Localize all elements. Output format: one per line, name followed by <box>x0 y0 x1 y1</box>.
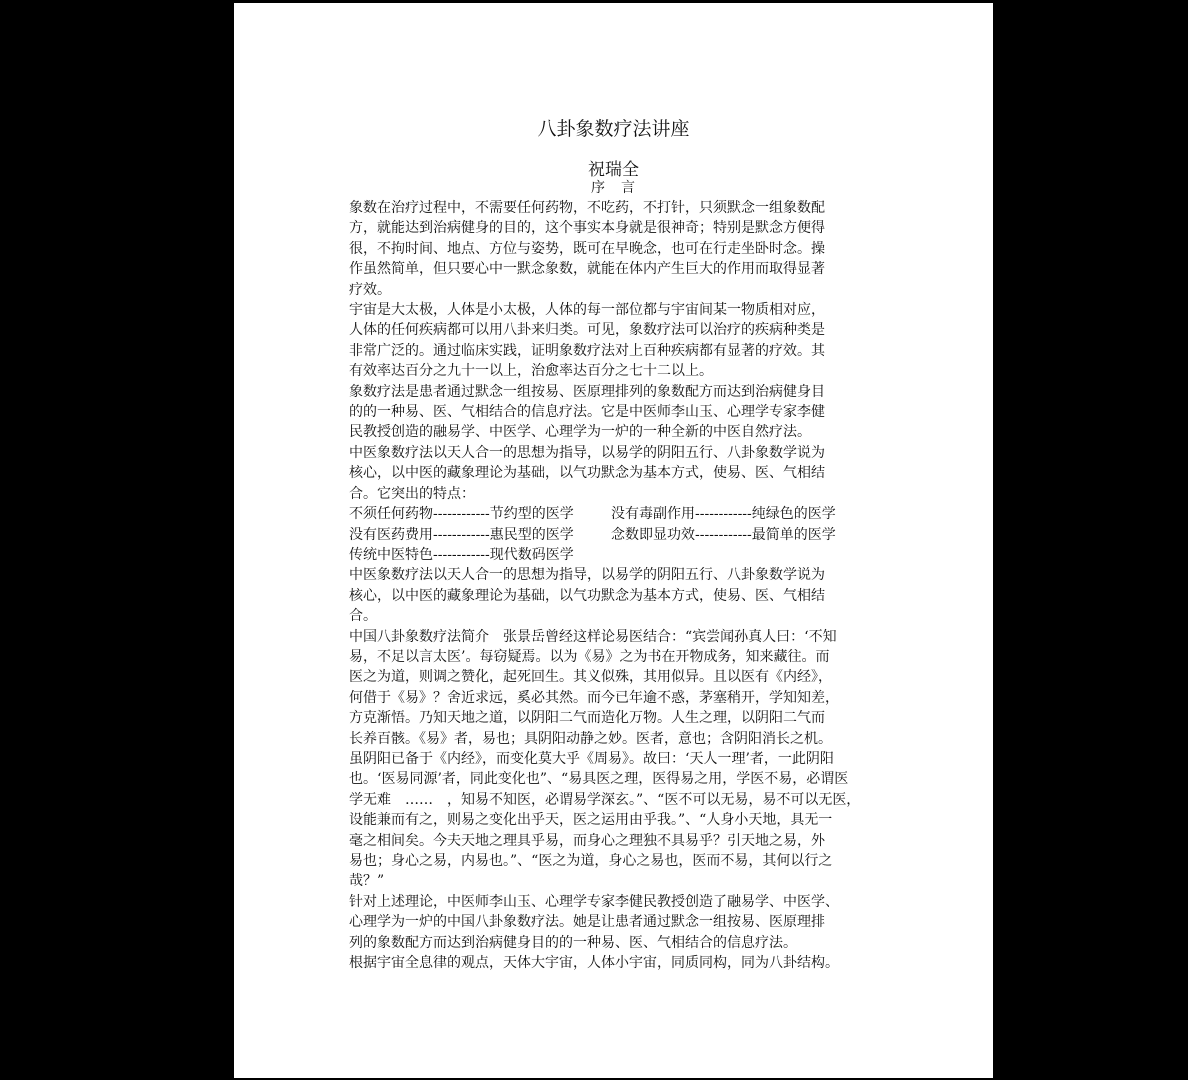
text-line: 长养百骸。《易》者，易也；具阴阳动静之妙。医者，意也；含阴阳消长之机。 <box>349 730 832 747</box>
text-line: 方，就能达到治病健身的目的，这个事实本身就是很神奇；特别是默念方便得 <box>349 220 825 237</box>
feature-row <box>349 504 879 524</box>
text-line: 毫之相间矣。今夫天地之理具乎易，而身心之理独不具易乎？引天地之易，外 <box>349 832 825 849</box>
text-line: 何借于《易》？舍近求远，奚必其然。而今已年逾不惑，茅塞稍开，学知知差， <box>349 689 839 706</box>
text-line: 合。 <box>349 608 377 625</box>
feature-item: 没有毒副作用------------纯绿色的医学 <box>611 506 836 523</box>
feature-item: 不须任何药物------------节约型的医学 <box>349 506 574 523</box>
feature-row <box>349 525 879 545</box>
text-line: 合。它突出的特点： <box>349 485 475 502</box>
paragraph <box>349 953 879 973</box>
text-line: 的的一种易、医、气相结合的信息疗法。它是中医师李山玉、心理学专家李健 <box>349 404 825 421</box>
text-line: 方克渐悟。乃知天地之道，以阴阳二气而造化万物。人生之理，以阴阳二气而 <box>349 710 825 727</box>
feature-item: 传统中医特色------------现代数码医学 <box>349 546 574 563</box>
text-line: 列的象数配方而达到治病健身目的的一种易、医、气相结合的信息疗法。 <box>349 934 797 951</box>
text-line: 宇宙是大太极，人体是小太极，人体的每一部位都与宇宙间某一物质相对应， <box>349 302 825 319</box>
text-line: 虽阴阳已备于《内经》，而变化莫大乎《周易》。故曰：‘天人一理’者，一此阴阳 <box>349 750 834 767</box>
text-line: 有效率达百分之九十一以上，治愈率达百分之七十二以上。 <box>349 363 713 380</box>
text-line: 易，不足以言太医’。每窃疑焉。以为《易》之为书在开物成务，知来藏往。而 <box>349 648 830 665</box>
text-line: 中医象数疗法以天人合一的思想为指导，以易学的阴阳五行、八卦象数学说为 <box>349 567 825 584</box>
text-line: 非常广泛的。通过临床实践，证明象数疗法对上百种疾病都有显著的疗效。其 <box>349 342 825 359</box>
section-heading: 序 言 <box>591 180 636 196</box>
text-line: 哉？” <box>349 873 385 890</box>
text-line: 疗效。 <box>349 281 391 298</box>
paragraph <box>349 892 879 953</box>
text-line: 医之为道，则调之赞化，起死回生。其义似殊，其用似异。且以医有《内经》， <box>349 669 832 686</box>
text-line: 民教授创造的融易学、中医学、心理学为一炉的一种全新的中医自然疗法。 <box>349 424 811 441</box>
body-part-2 <box>349 565 879 973</box>
text-line: 易也；身心之易，内易也。”、“医之为道，身心之易也，医而不易，其何以行之 <box>349 853 833 869</box>
text-line: 设能兼而有之，则易之变化出乎天，医之运用由乎我。”、“人身小天地，具无一 <box>349 812 833 829</box>
paragraph <box>349 565 879 626</box>
text-line: 人体的任何疾病都可以用八卦来归类。可见，象数疗法可以治疗的疾病种类是 <box>349 322 825 339</box>
body-text <box>349 198 879 973</box>
text-line: 象数疗法是患者通过默念一组按易、医原理排列的象数配方而达到治病健身目 <box>349 383 825 400</box>
text-line: 核心，以中医的藏象理论为基础，以气功默念为基本方式，使易、医、气相结 <box>349 587 825 604</box>
feature-item: 念数即显功效------------最简单的医学 <box>611 526 836 543</box>
text-line: 中医象数疗法以天人合一的思想为指导，以易学的阴阳五行、八卦象数学说为 <box>349 444 825 461</box>
text-line: 学无难 …… ，知易不知医，必谓易学深玄。”、“医不可以无易，易不可以无医， <box>349 791 861 808</box>
text-line: 核心，以中医的藏象理论为基础，以气功默念为基本方式，使易、医、气相结 <box>349 465 825 482</box>
document-page <box>234 3 993 1078</box>
paragraph <box>349 198 879 300</box>
text-line: 根据宇宙全息律的观点，天体大宇宙，人体小宇宙，同质同构，同为八卦结构。 <box>349 955 839 972</box>
author-name: 祝瑞全 <box>588 160 639 180</box>
text-line: 作虽然简单，但只要心中一默念象数，就能在体内产生巨大的作用而取得显著 <box>349 261 825 278</box>
paragraph <box>349 300 879 382</box>
document-title: 八卦象数疗法讲座 <box>537 118 690 140</box>
text-line: 针对上述理论，中医师李山玉、心理学专家李健民教授创造了融易学、中医学、 <box>349 893 839 910</box>
body-part-1 <box>349 198 879 504</box>
feature-row <box>349 545 879 565</box>
paragraph <box>349 382 879 443</box>
paragraph <box>349 443 879 504</box>
paragraph <box>349 627 879 892</box>
text-line: 中国八卦象数疗法简介 张景岳曾经这样论易医结合：“宾尝闻孙真人曰：‘不知 <box>349 628 837 645</box>
features-list <box>349 504 879 565</box>
text-line: 也。‘医易同源’者，同此变化也”、“易具医之理，医得易之用，学医不易，必谓医 <box>349 771 849 788</box>
text-line: 很，不拘时间、地点、方位与姿势，既可在早晚念，也可在行走坐卧时念。操 <box>349 240 825 257</box>
text-line: 心理学为一炉的中国八卦象数疗法。她是让患者通过默念一组按易、医原理排 <box>349 914 825 931</box>
text-line: 象数在治疗过程中，不需要任何药物，不吃药，不打针，只须默念一组象数配 <box>349 200 825 216</box>
feature-item: 没有医药费用------------惠民型的医学 <box>349 526 574 543</box>
